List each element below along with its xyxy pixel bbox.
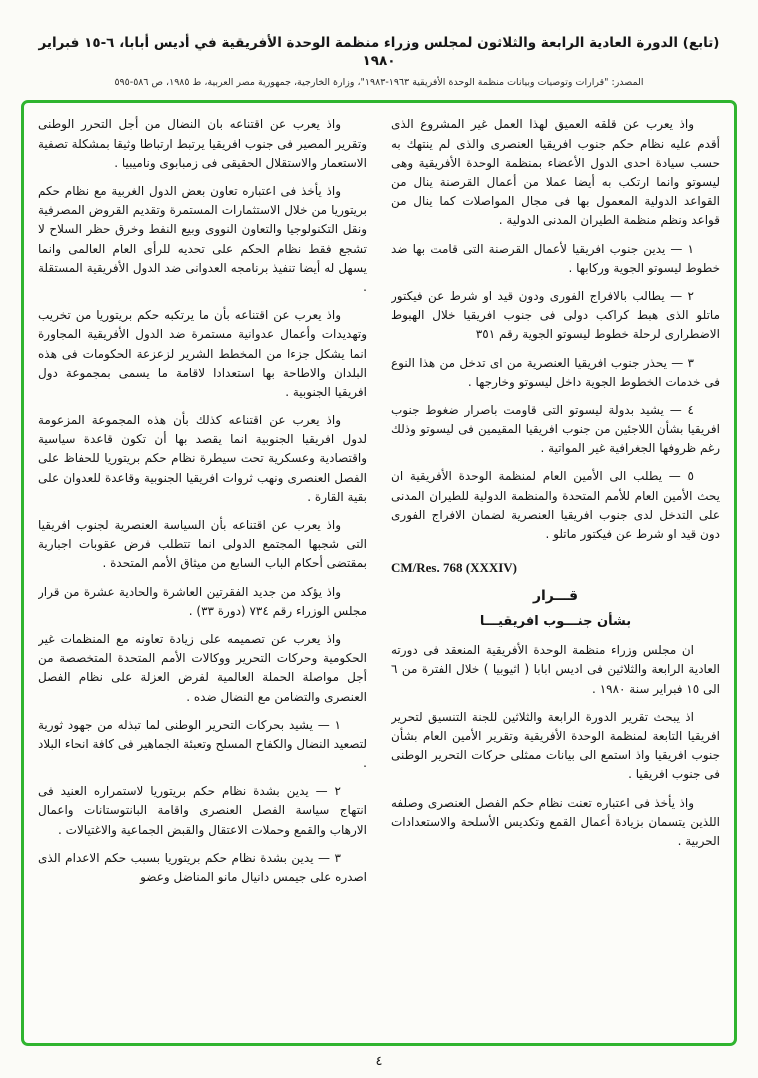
paragraph: ٣ — يدين بشدة نظام حكم بريتوريا بسبب حكم الاعدام الذى اصدره على جيمس دانيال مانو المناضل وعضو bbox=[38, 850, 367, 884]
column-right bbox=[391, 115, 720, 1031]
page-title: (تابع) الدورة العادية الرابعة والثلاثون لمجلس وزراء منظمة الوحدة الأفريقية في أديس أبابا، ٦-١٥ فبراير ١٩٨٠ bbox=[38, 35, 720, 70]
paragraph: واذ يأخذ فى اعتباره تعاون بعض الدول الغربية مع نظام حكم بريتوريا من خلال الاستثمارات المستمرة وتقديم القروض المصرفية ونقل التكنولوجيا والتعاون النووى وبيع النفط وخرق حظر السلاح لا تشجع فقط نظام الحكم على تحديه للرأى العام العالمى وانما يسهل له أيضا تنفيذ برنامجه العدوانى ضد الدول الأفريقية المستقلة . bbox=[38, 184, 367, 294]
text-columns bbox=[38, 115, 720, 1031]
paragraph: واذ يعرب عن قلقه العميق لهذا العمل غير المشروع الذى أقدم عليه نظام حكم جنوب افريقيا العنصرى والذى لم ينتهك به حسب سيادة احدى الدول الأعضاء بمنظمة الوحدة الأفريقية وهى ليسوتو وانما ارتكب به أيضا عملا من أعمال القرصنة ينال من القواعد الدولية المعمول بها فى مجال المواصلات كما ينال من قواعد ونظم منظمة الطيران المدنى الدولية . bbox=[391, 117, 720, 228]
paragraph: ٢ — يدين بشدة نظام حكم بريتوريا لاستمراره العنيد فى انتهاج سياسة الفصل العنصرى واقامة البانتوستانات واعمال الارهاب والقمع وحملات الاعتقال والقبض الجماعية والاغتيالات . bbox=[38, 784, 367, 837]
resolution-subject: بشأن جنـــوب افريقيـــا bbox=[479, 614, 632, 630]
paragraph: واذ يعرب عن تصميمه على زيادة تعاونه مع المنظمات غير الحكومية وحركات التحرير ووكالات الأمم المتحدة المتخصصة من أجل مواصلة الحملة العالمية لفرض العزلة على نظام الفصل العنصرى والتضامن مع النضال ضده . bbox=[38, 631, 367, 704]
paragraph: واذ يعرب عن اقتناعه بان النضال من أجل التحرر الوطنى وتقرير المصير فى جنوب افريقيا يرتبط ارتباطا وثيقا بمشكلة تصفية الاستعمار والاستقلال الحقيقى فى زمبابوى وناميبيا . bbox=[38, 117, 367, 170]
resolution-reference: CM/Res. 768 (XXXIV) bbox=[391, 560, 518, 576]
paragraph: ٥ — يطلب الى الأمين العام لمنظمة الوحدة الأفريقية ان يحث الأمين العام للأمم المتحدة والمنظمة الدولية للطيران المدنى على التدخل لدى جنوب افريقيا العنصرية لضمان الافراج الفورى دون قيد او شرط عن فيكتور ماتلو . bbox=[391, 469, 720, 541]
source-citation: المصدر: "قرارات وتوصيات وبيانات منظمة الوحدة الأفريقية ١٩٦٣-١٩٨٣"، وزارة الخارجية، جمهورية مصر العربية، ط ١٩٨٥، ص ٥٨٦-٥٩٥ bbox=[114, 77, 644, 89]
paragraph: ٤ — يشيد بدولة ليسوتو التى قاومت باصرار ضغوط جنوب افريقيا بشأن اللاجئين من جنوب افريقيا المقيمين فى ليسوتو وذلك رغم ظروفها الجغرافية غير المواتية . bbox=[391, 402, 720, 456]
page-number: ٤ bbox=[375, 1054, 383, 1070]
paragraph: ١ — يشيد بحركات التحرير الوطنى لما تبذله من جهود ثورية لتصعيد النضال والكفاح المسلح وتعبئة الجماهير فى كافة انحاء البلاد . bbox=[38, 717, 367, 771]
paragraph: ان مجلس وزراء منظمة الوحدة الأفريقية المنعقد فى دورته العادية الرابعة والثلاثين فى اديس ابابا ( اثيوبيا ) خلال الفترة من ٦ الى ١٥ فبراير سنة ١٩٨٠ . bbox=[391, 643, 720, 696]
paragraph: واذ يعرب عن اقتناعه كذلك بأن هذه المجموعة المزعومة لدول افريقيا الجنوبية انما يقصد بها أن تكون قاعدة سياسية واقتصادية وعسكرية تحت سيطرة نظام حكم بريتوريا للحفاظ على الفصل العنصرى ونهب ثروات افريقيا الجنوبية وقاعدة للعدوان على بقية القارة . bbox=[38, 413, 367, 504]
paragraph: اذ يبحث تقرير الدورة الرابعة والثلاثين للجنة التنسيق لتحرير افريقيا التابعة لمنظمة الوحدة الأفريقية وتقرير الأمين العام بشأن جنوب افريقيا واذ استمع الى بيانات ممثلى حركات التحرير الوطنى فى جنوب افريقيا . bbox=[391, 709, 720, 782]
paragraph: واذ يأخذ فى اعتباره تعنت نظام حكم الفصل العنصرى وصلفه اللذين يتسمان بزيادة أعمال القمع وتكديس الأسلحة والاستعدادات الحربية . bbox=[391, 795, 720, 848]
paragraph: واذ يعرب عن اقتناعه بأن ما يرتكبه حكم بريتوريا من تخريب وتهديدات وأعمال عدوانية مستمرة ضد الدول الأفريقية المجاورة انما يشكل جزءا من المخطط الشرير لزعزعة الحكومات فى هذه البلدان والاطاحة بها استعدادا لاقامة ما يسمى بمجموعة دول افريقيا الجنوبية . bbox=[38, 308, 367, 399]
green-frame bbox=[21, 100, 737, 1046]
resolution-title: قـــرار bbox=[532, 588, 579, 605]
paragraph: ٣ — يحذر جنوب افريقيا العنصرية من اى تدخل من هذا النوع فى خدمات الخطوط الجوية داخل ليسوتو وخارجها . bbox=[391, 355, 720, 389]
paragraph: ٢ — يطالب بالافراج الفورى ودون قيد او شرط عن فيكتور ماتلو الذى هبط كراكب دولى فى جنوب افريقيا خلال الهبوط الاضطرارى لرحلة خطوط ليسوتو الجوية رقم ٣٥١ bbox=[391, 288, 720, 342]
paragraph: واذ يعرب عن اقتناعه بأن السياسة العنصرية لجنوب افريقيا التى شجبها المجتمع الدولى انما تتطلب فرض عقوبات اجبارية بمقتضى أحكام الباب السابع من ميثاق الأمم المتحدة . bbox=[38, 518, 367, 571]
paragraph: ١ — يدين جنوب افريقيا لأعمال القرصنة التى قامت بها ضد خطوط ليسوتو الجوية وركابها . bbox=[391, 241, 720, 275]
paragraph: واذ يؤكد من جديد الفقرتين العاشرة والحادية عشرة من قرار مجلس الوزراء رقم ٧٣٤ (دورة ٣٣) . bbox=[38, 584, 367, 618]
column-left bbox=[38, 115, 367, 1031]
